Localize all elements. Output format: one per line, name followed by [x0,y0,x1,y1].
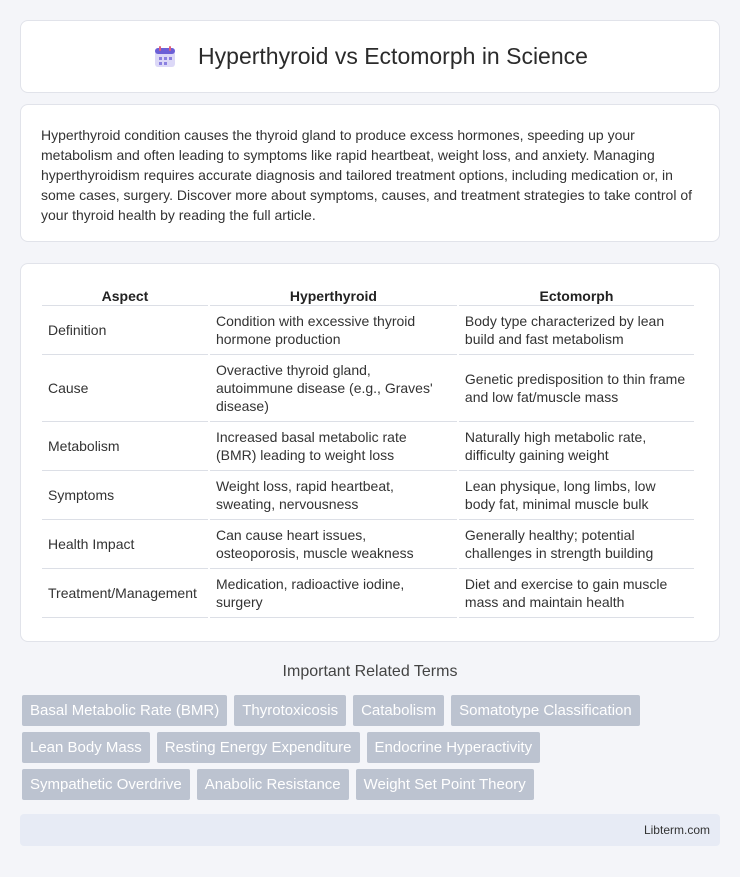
intro-card [20,104,720,242]
tag-endocrine-hyperactivity[interactable]: Endocrine Hyperactivity [367,732,541,763]
table-row [42,355,694,422]
cell-ectomorph: Genetic predisposition to thin frame and low fat/muscle mass [459,355,694,422]
tag-row [22,732,722,763]
cell-aspect: Definition [42,306,208,355]
table-row [42,520,694,569]
tag-catabolism[interactable]: Catabolism [353,695,444,726]
cell-ectomorph: Body type characterized by lean build and fast metabolism [459,306,694,355]
tag-thyrotoxicosis[interactable]: Thyrotoxicosis [234,695,346,726]
cell-aspect: Symptoms [42,471,208,520]
cell-hyperthyroid: Weight loss, rapid heartbeat, sweating, nervousness [210,471,457,520]
table-header-row [42,284,694,306]
title-card [20,20,720,93]
related-terms-list [22,695,722,806]
table-row [42,471,694,520]
cell-ectomorph: Lean physique, long limbs, low body fat, minimal muscle bulk [459,471,694,520]
footer-brand-link[interactable]: Libterm.com [643,823,710,837]
tag-resting-energy-expenditure[interactable]: Resting Energy Expenditure [157,732,360,763]
header-hyperthyroid: Hyperthyroid [210,284,457,306]
comparison-table [40,284,696,618]
tag-sympathetic-overdrive[interactable]: Sympathetic Overdrive [22,769,190,800]
cell-aspect: Metabolism [42,422,208,471]
cell-ectomorph: Naturally high metabolic rate, difficulty gaining weight [459,422,694,471]
footer [20,814,720,846]
comparison-table-card [20,263,720,642]
cell-aspect: Treatment/Management [42,569,208,618]
cell-ectomorph: Diet and exercise to gain muscle mass and maintain health [459,569,694,618]
cell-hyperthyroid: Medication, radioactive iodine, surgery [210,569,457,618]
related-terms-title: Important Related Terms [282,663,458,680]
cell-aspect: Cause [42,355,208,422]
tag-row [22,695,722,726]
page-title: Hyperthyroid vs Ectomorph in Science [198,43,588,69]
intro-text: Hyperthyroid condition causes the thyroid gland to produce excess hormones, speeding up your metabolism and often leading to symptoms like rapid heartbeat, weight loss, and anxiety. Managing hyperthyroidism requires accurate diagnosis and tailored treatment options, including medication or, in some cases, surgery. Discover more about symptoms, causes, and treatment strategies to take control of your thyroid health by reading the full article. [41,127,693,223]
tag-weight-set-point-theory[interactable]: Weight Set Point Theory [356,769,534,800]
tag-row [22,769,722,800]
calendar-icon [152,44,178,70]
header-aspect: Aspect [42,284,208,306]
tag-somatotype-classification[interactable]: Somatotype Classification [451,695,640,726]
cell-hyperthyroid: Overactive thyroid gland, autoimmune disease (e.g., Graves' disease) [210,355,457,422]
cell-hyperthyroid: Increased basal metabolic rate (BMR) leading to weight loss [210,422,457,471]
tag-anabolic-resistance[interactable]: Anabolic Resistance [197,769,349,800]
cell-hyperthyroid: Condition with excessive thyroid hormone production [210,306,457,355]
cell-aspect: Health Impact [42,520,208,569]
table-row [42,569,694,618]
cell-hyperthyroid: Can cause heart issues, osteoporosis, muscle weakness [210,520,457,569]
cell-ectomorph: Generally healthy; potential challenges in strength building [459,520,694,569]
tag-lean-body-mass[interactable]: Lean Body Mass [22,732,150,763]
tag-bmr[interactable]: Basal Metabolic Rate (BMR) [22,695,227,726]
header-ectomorph: Ectomorph [459,284,694,306]
table-row [42,422,694,471]
table-row [42,306,694,355]
